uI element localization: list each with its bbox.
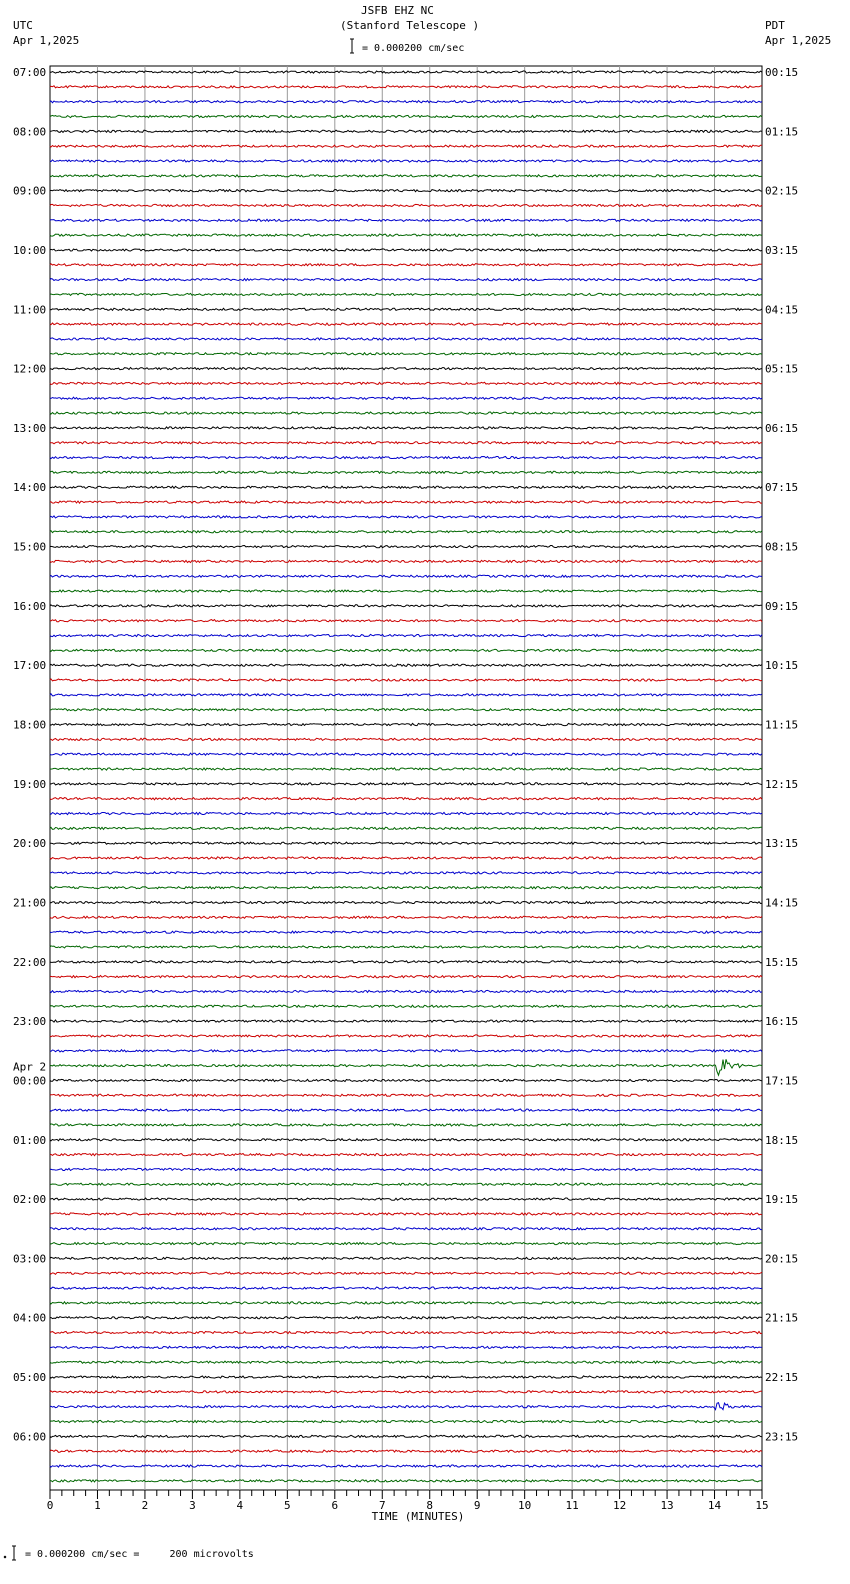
seismic-trace: [50, 1287, 762, 1289]
seismic-trace: [50, 1317, 762, 1319]
seismic-trace: [50, 783, 762, 785]
seismic-trace: [50, 812, 762, 814]
site-title: (Stanford Telescope ): [340, 19, 480, 32]
seismic-trace: [50, 486, 762, 488]
x-tick-label: 9: [473, 1499, 481, 1512]
seismic-trace: [50, 190, 762, 192]
pdt-hour-label: 10:15: [765, 659, 799, 673]
seismic-trace: [50, 1109, 762, 1111]
seismic-trace: [50, 1228, 762, 1230]
seismic-trace: [50, 1480, 762, 1482]
pdt-hour-label: 20:15: [765, 1252, 799, 1266]
seismic-trace: [50, 308, 762, 310]
seismic-trace: [50, 916, 762, 918]
seismic-trace: [50, 1154, 762, 1156]
utc-hour-label: 16:00: [13, 599, 47, 613]
pdt-hour-label: 04:15: [765, 303, 799, 317]
seismic-trace: [50, 1079, 762, 1081]
seismic-trace: [50, 1332, 762, 1334]
seismic-trace: [50, 575, 762, 577]
scale-label: = 0.000200 cm/sec: [362, 43, 465, 54]
seismic-trace: [50, 1198, 762, 1200]
seismic-trace: [50, 501, 762, 503]
pdt-hour-label: 06:15: [765, 421, 799, 435]
utc-hour-label: 15:00: [13, 540, 47, 554]
utc-hour-label: 10:00: [13, 243, 47, 257]
pdt-hour-label: 02:15: [765, 184, 799, 198]
seismic-trace: [50, 723, 762, 725]
seismic-trace: [50, 1005, 762, 1007]
seismic-trace: [50, 457, 762, 459]
pdt-hour-label: 09:15: [765, 599, 799, 613]
footer-scale-bar-icon: [4, 1546, 16, 1560]
utc-hour-label: 21:00: [13, 896, 47, 910]
seismic-trace: [50, 1020, 762, 1022]
x-tick-label: 12: [612, 1499, 627, 1512]
utc-hour-label: 12:00: [13, 362, 47, 376]
seismic-trace: [50, 175, 762, 177]
pdt-hour-label: 18:15: [765, 1133, 799, 1147]
seismic-trace: [50, 1465, 762, 1467]
utc-hour-label: 01:00: [13, 1133, 47, 1147]
utc-hour-label: 13:00: [13, 421, 47, 435]
seismic-trace: [50, 1376, 762, 1378]
seismic-trace: [50, 990, 762, 992]
seismic-trace: [50, 71, 762, 73]
seismic-trace: [50, 664, 762, 666]
x-axis-title: TIME (MINUTES): [371, 1510, 465, 1523]
seismic-trace: [50, 887, 762, 889]
pdt-hour-label: 15:15: [765, 955, 799, 969]
utc-hour-label: 03:00: [13, 1252, 47, 1266]
time-axis: [47, 1490, 769, 1512]
seismic-trace: [50, 649, 762, 651]
utc-hour-label: 07:00: [13, 66, 47, 79]
seismic-trace: [50, 798, 762, 800]
pdt-hour-label: 07:15: [765, 481, 799, 495]
seismic-trace: [50, 86, 762, 88]
pdt-hour-label: 16:15: [765, 1015, 799, 1029]
seismic-trace: [50, 1035, 762, 1037]
pdt-hour-label: 01:15: [765, 125, 799, 139]
seismic-trace: [50, 709, 762, 711]
x-tick-label: 15: [755, 1499, 769, 1512]
seismic-trace: [50, 901, 762, 903]
seismic-trace: [50, 546, 762, 548]
right-timezone: PDT: [765, 19, 785, 32]
pdt-hour-label: 00:15: [765, 66, 799, 79]
seismic-trace: [50, 338, 762, 340]
utc-hour-label: 00:00: [13, 1074, 47, 1088]
utc-hour-label: 06:00: [13, 1430, 47, 1444]
seismic-trace: [50, 101, 762, 103]
utc-hour-label: 19:00: [13, 777, 47, 791]
seismic-trace: [50, 531, 762, 533]
seismic-trace: [50, 768, 762, 770]
left-date: Apr 1,2025: [13, 34, 80, 47]
seismic-trace: [50, 1272, 762, 1274]
seismic-trace: [50, 1124, 762, 1126]
pdt-hour-label: 12:15: [765, 777, 799, 791]
x-tick-label: 1: [94, 1499, 101, 1512]
pdt-hour-label: 13:15: [765, 837, 799, 851]
date-change-label: Apr 2: [13, 1060, 47, 1074]
seismic-trace: [50, 219, 762, 221]
seismic-trace: [50, 1168, 762, 1170]
pdt-hour-label: 21:15: [765, 1311, 799, 1325]
x-tick-label: 3: [189, 1499, 196, 1512]
seismic-trace: [50, 115, 762, 117]
footer-scale-note: = 0.000200 cm/sec = 200 microvolts: [25, 1549, 254, 1560]
x-tick-label: 10: [518, 1499, 532, 1512]
seismic-trace: [50, 1243, 762, 1245]
pdt-hour-label: 19:15: [765, 1193, 799, 1207]
pdt-hour-label: 08:15: [765, 540, 799, 554]
seismic-trace: [50, 204, 762, 206]
seismic-trace: [50, 323, 762, 325]
seismic-trace: [50, 1361, 762, 1363]
x-tick-label: 6: [331, 1499, 339, 1512]
trace-group: [50, 71, 762, 1482]
x-tick-label: 4: [236, 1499, 244, 1512]
pdt-hour-label: 11:15: [765, 718, 799, 732]
pdt-hour-label: 05:15: [765, 362, 799, 376]
seismic-trace: [50, 1094, 762, 1096]
seismic-trace: [50, 753, 762, 755]
seismic-trace: [50, 1213, 762, 1215]
seismic-trace: [50, 1403, 762, 1410]
utc-hour-label: 05:00: [13, 1371, 47, 1385]
x-tick-label: 7: [378, 1499, 386, 1512]
seismic-trace: [50, 1139, 762, 1141]
seismic-trace: [50, 234, 762, 236]
right-date: Apr 1,2025: [765, 34, 832, 47]
x-tick-label: 5: [284, 1499, 291, 1512]
seismic-trace: [50, 1346, 762, 1348]
utc-hour-label: 20:00: [13, 837, 47, 851]
seismic-trace: [50, 842, 762, 844]
seismic-trace: [50, 471, 762, 473]
seismic-trace: [50, 605, 762, 607]
utc-hour-label: 18:00: [13, 718, 47, 732]
seismic-trace: [50, 516, 762, 518]
seismic-trace: [50, 1183, 762, 1185]
utc-hour-label: 17:00: [13, 659, 47, 673]
seismic-trace: [50, 679, 762, 681]
utc-hour-label: 23:00: [13, 1015, 47, 1029]
pdt-hour-label: 23:15: [765, 1430, 799, 1444]
seismic-trace: [50, 560, 762, 562]
seismic-trace: [50, 1302, 762, 1304]
utc-hour-label: 08:00: [13, 125, 47, 139]
utc-hour-label: 02:00: [13, 1193, 47, 1207]
utc-hour-label: 11:00: [13, 303, 47, 317]
seismic-trace: [50, 1059, 762, 1075]
seismic-trace: [50, 427, 762, 429]
x-tick-label: 2: [141, 1499, 149, 1512]
seismic-trace: [50, 130, 762, 132]
seismic-trace: [50, 931, 762, 933]
station-title: JSFB EHZ NC: [361, 4, 434, 17]
x-tick-label: 8: [426, 1499, 434, 1512]
x-tick-label: 0: [46, 1499, 54, 1512]
x-tick-label: 11: [565, 1499, 579, 1512]
seismic-trace: [50, 160, 762, 162]
seismic-trace: [50, 353, 762, 355]
seismic-trace: [50, 442, 762, 444]
pdt-hour-label: 14:15: [765, 896, 799, 910]
seismic-trace: [50, 264, 762, 266]
utc-hour-label: 22:00: [13, 955, 47, 969]
seismic-trace: [50, 694, 762, 696]
left-timezone: UTC: [13, 19, 33, 32]
seismic-trace: [50, 961, 762, 963]
seismic-trace: [50, 857, 762, 859]
pdt-hour-label: 22:15: [765, 1371, 799, 1385]
seismic-trace: [50, 1435, 762, 1437]
seismic-trace: [50, 293, 762, 295]
utc-hour-label: 09:00: [13, 184, 47, 198]
seismic-trace: [50, 1420, 762, 1422]
seismic-trace: [50, 382, 762, 384]
seismic-trace: [50, 1257, 762, 1259]
seismic-trace: [50, 620, 762, 622]
seismic-trace: [50, 827, 762, 829]
seismic-trace: [50, 368, 762, 370]
seismic-trace: [50, 1450, 762, 1452]
seismic-trace: [50, 634, 762, 636]
seismic-trace: [50, 249, 762, 251]
seismic-trace: [50, 1391, 762, 1393]
seismic-trace: [50, 738, 762, 740]
seismic-trace: [50, 279, 762, 281]
seismic-trace: [50, 976, 762, 978]
x-tick-label: 14: [707, 1499, 722, 1512]
seismic-trace: [50, 1050, 762, 1052]
pdt-hour-label: 03:15: [765, 243, 799, 257]
x-tick-label: 13: [660, 1499, 674, 1512]
pdt-hour-label: 17:15: [765, 1074, 799, 1088]
utc-hour-label: 04:00: [13, 1311, 47, 1325]
seismic-trace: [50, 946, 762, 948]
seismic-trace: [50, 397, 762, 399]
utc-hour-label: 14:00: [13, 481, 47, 495]
seismic-trace: [50, 872, 762, 874]
seismic-trace: [50, 412, 762, 414]
seismic-trace: [50, 145, 762, 147]
seismic-trace: [50, 590, 762, 592]
scale-bar-icon: [350, 39, 354, 53]
